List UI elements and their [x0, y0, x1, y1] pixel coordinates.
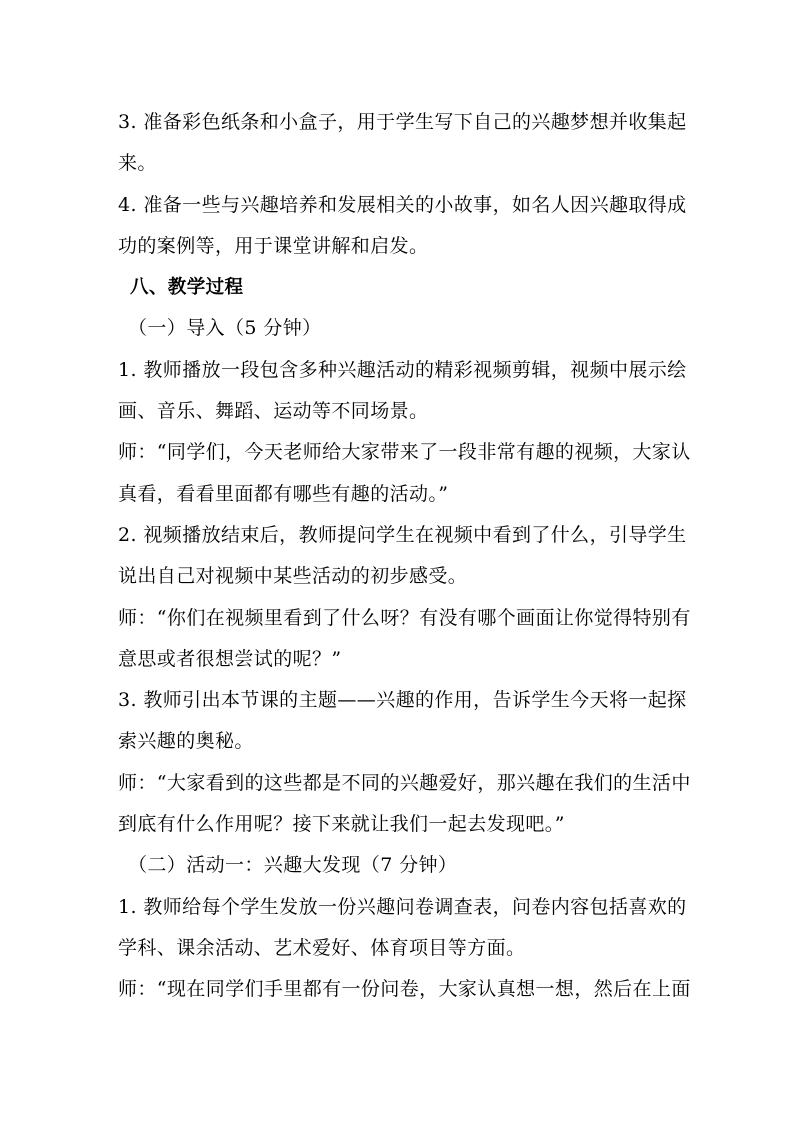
text-line: 说出自己对视频中某些活动的初步感受。: [118, 565, 468, 588]
text-line: 来。: [118, 152, 157, 175]
text-line: 4. 准备一些与兴趣培养和发展相关的小故事，如名人因兴趣取得成: [118, 193, 687, 216]
text-line: 3. 教师引出本节课的主题——兴趣的作用，告诉学生今天将一起探: [118, 689, 687, 712]
document-page: [118, 102, 691, 1011]
text-line: 意思或者很想尝试的呢？”: [118, 647, 342, 670]
text-line: 师：“你们在视频里看到了什么呀？有没有哪个画面让你觉得特别有: [118, 606, 691, 629]
text-line: 索兴趣的奥秘。: [118, 730, 254, 753]
text-line: 师：“大家看到的这些都是不同的兴趣爱好，那兴趣在我们的生活中: [118, 771, 691, 794]
text-line: 功的案例等，用于课堂讲解和启发。: [118, 234, 429, 257]
text-line: 到底有什么作用呢？接下来就让我们一起去发现吧。”: [118, 813, 565, 836]
text-line: 师：“现在同学们手里都有一份问卷，大家认真想一想，然后在上面: [118, 978, 691, 1001]
text-line: 学科、课余活动、艺术爱好、体育项目等方面。: [118, 936, 526, 959]
subsection-heading: （二）活动一：兴趣大发现（7 分钟）: [128, 854, 458, 877]
text-line: 1. 教师给每个学生发放一份兴趣问卷调查表，问卷内容包括喜欢的: [118, 895, 687, 918]
text-line: 3. 准备彩色纸条和小盒子，用于学生写下自己的兴趣梦想并收集起: [118, 111, 687, 133]
subsection-heading: （一）导入（5 分钟）: [128, 317, 322, 340]
section-heading: 八、教学过程: [130, 277, 244, 299]
text-line: 师：“同学们，今天老师给大家带来了一段非常有趣的视频，大家认: [118, 441, 691, 464]
text-line: 2. 视频播放结束后，教师提问学生在视频中看到了什么，引导学生: [118, 523, 687, 546]
text-line: 1. 教师播放一段包含多种兴趣活动的精彩视频剪辑，视频中展示绘: [118, 358, 687, 381]
text-line: 真看，看看里面都有哪些有趣的活动。”: [118, 482, 449, 505]
text-line: 画、音乐、舞蹈、运动等不同场景。: [118, 400, 429, 423]
